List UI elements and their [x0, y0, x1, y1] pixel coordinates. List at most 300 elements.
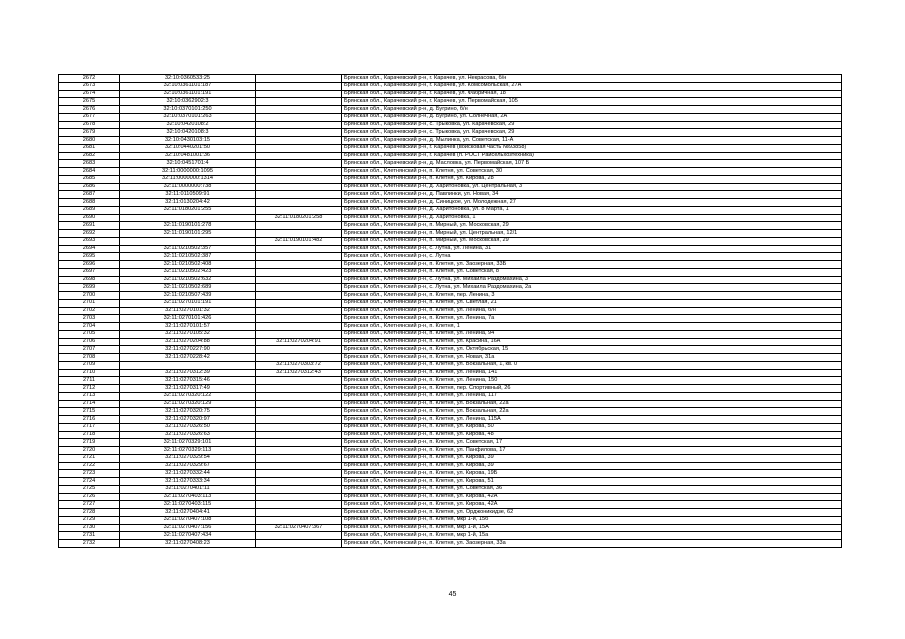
- cadastral-number-cell: 32:11:0270105:32: [120, 330, 256, 338]
- building-cadastral-cell: [256, 144, 342, 152]
- table-row: [59, 276, 842, 284]
- address-cell: Брянская обл., Клетнянский р-н, п. Клетня, мкр 1-й, 15А: [342, 524, 842, 532]
- building-cadastral-cell: [256, 253, 342, 261]
- address-cell: Брянская обл., Карачевский р-н, д. Бугрино, б/н: [342, 106, 842, 114]
- table-row: [59, 485, 842, 493]
- table-row: [59, 462, 842, 470]
- address-cell: Брянская обл., Карачевский р-н, г. Карачев (войсковая часть №93858): [342, 144, 842, 152]
- address-cell: Брянская обл., Клетнянский р-н, п. Клетня, ул. Вокзальная, 22а: [342, 408, 842, 416]
- cadastral-number-cell: 32:10:0361101:191: [120, 90, 256, 98]
- row-number-cell: 2709: [59, 361, 120, 369]
- table-row: [59, 385, 842, 393]
- cadastral-number-cell: [120, 237, 256, 245]
- row-number-cell: 2682: [59, 152, 120, 160]
- address-cell: Брянская обл., Клетнянский р-н, п. Клетня, ул. Советская, 17: [342, 439, 842, 447]
- cadastral-number-cell: 32:11:0210502:408: [120, 261, 256, 269]
- cadastral-number-cell: 32:11:0270329:54: [120, 454, 256, 462]
- table-row: [59, 470, 842, 478]
- row-number-cell: 2717: [59, 423, 120, 431]
- address-cell: Брянская обл., Клетнянский р-н, п. Клетня, ул. Кирова, 39: [342, 454, 842, 462]
- row-number-cell: 2716: [59, 416, 120, 424]
- address-cell: Брянская обл., Клетнянский р-н, п. Клетня, ул. Ленина, 7а: [342, 315, 842, 323]
- cadastral-number-cell: 32:11:0210502:357: [120, 245, 256, 253]
- table-row: [59, 323, 842, 331]
- table-row: [59, 346, 842, 354]
- row-number-cell: 2681: [59, 144, 120, 152]
- building-cadastral-cell: [256, 292, 342, 300]
- table-row: [59, 454, 842, 462]
- building-cadastral-cell: [256, 175, 342, 183]
- table-row: [59, 439, 842, 447]
- building-cadastral-cell: 32:11:0270303:72: [256, 361, 342, 369]
- building-cadastral-cell: [256, 509, 342, 517]
- row-number-cell: 2726: [59, 493, 120, 501]
- row-number-cell: 2684: [59, 168, 120, 176]
- address-cell: Брянская обл., Карачевский р-н, с. Трыковка, ул. Карачевская, 29: [342, 129, 842, 137]
- address-cell: Брянская обл., Клетнянский р-н, п. Клетня, ул. Кирова, 51: [342, 478, 842, 486]
- cadastral-number-cell: 32:11:0270320:97: [120, 416, 256, 424]
- table-row: [59, 431, 842, 439]
- row-number-cell: 2695: [59, 253, 120, 261]
- address-cell: Брянская обл., Клетнянский р-н, п. Клетня, ул. Кирова, 48: [342, 431, 842, 439]
- address-cell: Брянская обл., Клетнянский р-н, п. Мирный, ул. Центральная, 12/1: [342, 230, 842, 238]
- address-cell: Брянская обл., Клетнянский р-н, д. Павлинки, ул. Новая, 34: [342, 191, 842, 199]
- cadastral-number-cell: 32:10:0420108:2: [120, 121, 256, 129]
- cadastral-number-cell: 32:11:0190101:295: [120, 230, 256, 238]
- table-body: [59, 75, 842, 548]
- address-cell: Брянская обл., Карачевский р-н, г. Карачев, ул. Первомайская, 105: [342, 98, 842, 106]
- building-cadastral-cell: [256, 431, 342, 439]
- cadastral-number-cell: 32:10:0361101:187: [120, 82, 256, 90]
- address-cell: Брянская обл., Клетнянский р-н, д. Харитоновка, ул. 8 Марта, 1: [342, 206, 842, 214]
- building-cadastral-cell: 32:11:0190101:482: [256, 237, 342, 245]
- row-number-cell: 2706: [59, 338, 120, 346]
- cadastral-number-cell: 32:11:0270329:101: [120, 439, 256, 447]
- cadastral-number-cell: [120, 361, 256, 369]
- row-number-cell: 2721: [59, 454, 120, 462]
- cadastral-number-cell: 32:11:0180201:255: [120, 206, 256, 214]
- building-cadastral-cell: [256, 268, 342, 276]
- cadastral-number-cell: 32:11:0270101:32: [120, 307, 256, 315]
- table-row: [59, 206, 842, 214]
- building-cadastral-cell: [256, 516, 342, 524]
- cadastral-number-cell: 32:11:0270329:113: [120, 447, 256, 455]
- table-row: [59, 230, 842, 238]
- address-cell: Брянская обл., Клетнянский р-н, п. Клетня, пер. Спортивный, 26: [342, 385, 842, 393]
- table-row: [59, 253, 842, 261]
- page-number: 45: [448, 591, 457, 598]
- cadastral-number-cell: 32:11:0210502:387: [120, 253, 256, 261]
- cadastral-number-cell: 32:11:0000000:738: [120, 183, 256, 191]
- row-number-cell: 2713: [59, 392, 120, 400]
- table-row: [59, 408, 842, 416]
- building-cadastral-cell: [256, 346, 342, 354]
- table-row: [59, 214, 842, 222]
- row-number-cell: 2710: [59, 369, 120, 377]
- address-cell: Брянская обл., Карачевский р-н, д. Мылинка, ул. Советская, 11-А: [342, 137, 842, 145]
- table-row: [59, 129, 842, 137]
- address-cell: Брянская обл., Клетнянский р-н, п. Клетня, ул. Кирова, 42А: [342, 493, 842, 501]
- table-row: [59, 338, 842, 346]
- address-cell: Брянская обл., Клетнянский р-н, п. Клетня, ул. Вокзальная, 1, кв. 0: [342, 361, 842, 369]
- cadastral-number-cell: 32:11:0270320:75: [120, 408, 256, 416]
- row-number-cell: 2673: [59, 82, 120, 90]
- building-cadastral-cell: [256, 454, 342, 462]
- address-cell: Брянская обл., Карачевский р-н, г. Карачев, ул. Некрасова, б/н: [342, 75, 842, 83]
- building-cadastral-cell: [256, 354, 342, 362]
- address-cell: Брянская обл., Карачевский р-н, с. Трыковка, ул. Карачевская, 29: [342, 121, 842, 129]
- building-cadastral-cell: [256, 168, 342, 176]
- row-number-cell: 2702: [59, 307, 120, 315]
- table-row: [59, 493, 842, 501]
- address-cell: Брянская обл., Карачевский р-н, г. Карачев, ул. Фабричная, 18: [342, 90, 842, 98]
- address-cell: Брянская обл., Клетнянский р-н, п. Клетня, ул. Советская, 30: [342, 168, 842, 176]
- address-cell: Брянская обл., Клетнянский р-н, п. Клетня, мкр 1-й, 15а: [342, 532, 842, 540]
- row-number-cell: 2720: [59, 447, 120, 455]
- table-row: [59, 245, 842, 253]
- row-number-cell: 2674: [59, 90, 120, 98]
- cadastral-number-cell: 32:11:0270326:50: [120, 423, 256, 431]
- row-number-cell: 2690: [59, 214, 120, 222]
- address-cell: Брянская обл., Клетнянский р-н, п. Мирный, ул. Московская, 29: [342, 237, 842, 245]
- row-number-cell: 2729: [59, 516, 120, 524]
- cadastral-number-cell: 32:11:0210502:632: [120, 276, 256, 284]
- building-cadastral-cell: [256, 206, 342, 214]
- address-cell: Брянская обл., Клетнянский р-н, п. Клетня, ул. Орджоникидзе, 62: [342, 509, 842, 517]
- address-cell: Брянская обл., Карачевский р-н, д. Масловка, ул. Первомайская, 107 Б: [342, 160, 842, 168]
- cadastral-number-cell: 32:10:0481001:36: [120, 152, 256, 160]
- cadastral-number-cell: 32:11:0000000:1095: [120, 168, 256, 176]
- row-number-cell: 2703: [59, 315, 120, 323]
- cadastral-number-cell: [120, 214, 256, 222]
- cadastral-number-cell: 32:11:0270101:426: [120, 315, 256, 323]
- row-number-cell: 2719: [59, 439, 120, 447]
- address-cell: Брянская обл., Клетнянский р-н, п. Клетня, ул. Советская, 36: [342, 485, 842, 493]
- row-number-cell: 2694: [59, 245, 120, 253]
- row-number-cell: 2718: [59, 431, 120, 439]
- cadastral-number-cell: 32:10:0440201:50: [120, 144, 256, 152]
- row-number-cell: 2683: [59, 160, 120, 168]
- address-cell: Брянская обл., Клетнянский р-н, д. Синицкое, ул. Молодежная, 27: [342, 199, 842, 207]
- building-cadastral-cell: [256, 416, 342, 424]
- address-cell: Брянская обл., Клетнянский р-н, п. Клетня, ул. Светлая, 21: [342, 299, 842, 307]
- address-cell: Брянская обл., Клетнянский р-н, п. Клетня, ул. Октябрьская, 15: [342, 346, 842, 354]
- row-number-cell: 2725: [59, 485, 120, 493]
- address-cell: Брянская обл., Клетнянский р-н, п. Клетня, ул. Ленина, б/н: [342, 307, 842, 315]
- row-number-cell: 2731: [59, 532, 120, 540]
- table-row: [59, 315, 842, 323]
- building-cadastral-cell: [256, 299, 342, 307]
- table-row: [59, 330, 842, 338]
- building-cadastral-cell: [256, 183, 342, 191]
- cadastral-number-cell: 32:10:0362902:3: [120, 98, 256, 106]
- table-row: [59, 516, 842, 524]
- building-cadastral-cell: [256, 82, 342, 90]
- building-cadastral-cell: [256, 160, 342, 168]
- address-cell: Брянская обл., Клетнянский р-н, с. Лутна: [342, 253, 842, 261]
- table-row: [59, 168, 842, 176]
- row-number-cell: 2708: [59, 354, 120, 362]
- building-cadastral-cell: [256, 121, 342, 129]
- address-cell: Брянская обл., Клетнянский р-н, п. Клетня, ул. Ленина, 150: [342, 377, 842, 385]
- building-cadastral-cell: [256, 330, 342, 338]
- cadastral-number-cell: 32:11:0270401:11: [120, 485, 256, 493]
- row-number-cell: 2693: [59, 237, 120, 245]
- row-number-cell: 2730: [59, 524, 120, 532]
- row-number-cell: 2727: [59, 501, 120, 509]
- table-row: [59, 152, 842, 160]
- cadastral-number-cell: 32:11:0270204:88: [120, 338, 256, 346]
- building-cadastral-cell: [256, 323, 342, 331]
- building-cadastral-cell: [256, 423, 342, 431]
- table-row: [59, 540, 842, 548]
- cadastral-number-cell: 32:11:0270329:67: [120, 462, 256, 470]
- table-row: [59, 82, 842, 90]
- row-number-cell: 2724: [59, 478, 120, 486]
- cadastral-number-cell: 32:11:0270101:191: [120, 299, 256, 307]
- table-row: [59, 524, 842, 532]
- table-row: [59, 501, 842, 509]
- table-row: [59, 191, 842, 199]
- address-cell: Брянская обл., Клетнянский р-н, п. Клетня, ул. Новая, 31а: [342, 354, 842, 362]
- row-number-cell: 2697: [59, 268, 120, 276]
- row-number-cell: 2704: [59, 323, 120, 331]
- address-cell: Брянская обл., Клетнянский р-н, п. Клетня, ул. Заозерная, 33а: [342, 540, 842, 548]
- building-cadastral-cell: [256, 106, 342, 114]
- table-row: [59, 478, 842, 486]
- building-cadastral-cell: [256, 129, 342, 137]
- building-cadastral-cell: [256, 222, 342, 230]
- row-number-cell: 2699: [59, 284, 120, 292]
- table-row: [59, 199, 842, 207]
- table-row: [59, 183, 842, 191]
- cadastral-number-cell: 32:11:0270101:57: [120, 323, 256, 331]
- row-number-cell: 2680: [59, 137, 120, 145]
- cadastral-number-cell: 32:11:0270407:108: [120, 516, 256, 524]
- table-row: [59, 137, 842, 145]
- building-cadastral-cell: [256, 230, 342, 238]
- cadastral-number-cell: 32:10:0430103:15: [120, 137, 256, 145]
- building-cadastral-cell: 32:11:0270312:43: [256, 369, 342, 377]
- table-row: [59, 532, 842, 540]
- cadastral-number-cell: 32:11:0270332:44: [120, 470, 256, 478]
- table-row: [59, 113, 842, 121]
- address-cell: Брянская обл., Клетнянский р-н, п. Клетня, пер. Ленина, 3: [342, 292, 842, 300]
- table-row: [59, 361, 842, 369]
- row-number-cell: 2692: [59, 230, 120, 238]
- building-cadastral-cell: 32:11:0270204:91: [256, 338, 342, 346]
- table-row: [59, 90, 842, 98]
- table-row: [59, 121, 842, 129]
- row-number-cell: 2689: [59, 206, 120, 214]
- cadastral-number-cell: 32:11:0270408:23: [120, 540, 256, 548]
- address-cell: Брянская обл., Клетнянский р-н, с. Лутна, ул. Ленина, 31: [342, 245, 842, 253]
- table-row: [59, 292, 842, 300]
- building-cadastral-cell: [256, 199, 342, 207]
- address-cell: Брянская обл., Клетнянский р-н, п. Клетня, ул. Кирова, 28: [342, 175, 842, 183]
- row-number-cell: 2677: [59, 113, 120, 121]
- cadastral-number-cell: 32:11:0210507:439: [120, 292, 256, 300]
- building-cadastral-cell: [256, 245, 342, 253]
- building-cadastral-cell: [256, 137, 342, 145]
- cadastral-number-cell: 32:11:0270404:41: [120, 509, 256, 517]
- row-number-cell: 2723: [59, 470, 120, 478]
- cadastral-number-cell: 32:10:0451701:4: [120, 160, 256, 168]
- cadastral-number-cell: 32:11:0270315:46: [120, 377, 256, 385]
- cadastral-number-cell: 32:11:0270407:156: [120, 524, 256, 532]
- building-cadastral-cell: [256, 152, 342, 160]
- building-cadastral-cell: [256, 439, 342, 447]
- cadastral-number-cell: 32:11:0210502:689: [120, 284, 256, 292]
- cadastral-number-cell: 32:10:0420108:3: [120, 129, 256, 137]
- address-cell: Брянская обл., Клетнянский р-н, с. Лутна, ул. Михаила Раздомахина, 2а: [342, 284, 842, 292]
- table-row: [59, 447, 842, 455]
- cadastral-number-cell: 32:11:0270407:434: [120, 532, 256, 540]
- address-cell: Брянская обл., Клетнянский р-н, п. Клетня, 1: [342, 323, 842, 331]
- table-row: [59, 106, 842, 114]
- address-cell: Брянская обл., Клетнянский р-н, п. Клетня, ул. Советская, 8: [342, 268, 842, 276]
- row-number-cell: 2722: [59, 462, 120, 470]
- cadastral-number-cell: 32:11:0270317:49: [120, 385, 256, 393]
- address-cell: Брянская обл., Клетнянский р-н, п. Клетня, ул. Красина, 16А: [342, 338, 842, 346]
- building-cadastral-cell: [256, 501, 342, 509]
- cadastral-number-cell: 32:11:0270333:34: [120, 478, 256, 486]
- row-number-cell: 2732: [59, 540, 120, 548]
- row-number-cell: 2714: [59, 400, 120, 408]
- table-row: [59, 354, 842, 362]
- building-cadastral-cell: [256, 392, 342, 400]
- building-cadastral-cell: [256, 470, 342, 478]
- cadastral-number-cell: 32:10:0360533:25: [120, 75, 256, 83]
- address-cell: Брянская обл., Клетнянский р-н, с. Лутна, ул. Михаила Раздомахина, 3: [342, 276, 842, 284]
- address-cell: Брянская обл., Клетнянский р-н, п. Клетня, ул. Кирова, 19Б: [342, 470, 842, 478]
- address-cell: Брянская обл., Клетнянский р-н, п. Мирный, ул. Московская, 29: [342, 222, 842, 230]
- building-cadastral-cell: [256, 532, 342, 540]
- table-row: [59, 423, 842, 431]
- table-row: [59, 284, 842, 292]
- row-number-cell: 2701: [59, 299, 120, 307]
- address-cell: Брянская обл., Клетнянский р-н, п. Клетня, мкр 1-й, 15б: [342, 516, 842, 524]
- building-cadastral-cell: [256, 478, 342, 486]
- address-cell: Брянская обл., Клетнянский р-н, п. Клетня, ул. Ленина, 94: [342, 330, 842, 338]
- address-cell: Брянская обл., Клетнянский р-н, п. Клетня, ул. Ленина, 117: [342, 392, 842, 400]
- table-row: [59, 175, 842, 183]
- address-cell: Брянская обл., Карачевский р-н, г. Карачев, ул. Комсомольская, 27А: [342, 82, 842, 90]
- building-cadastral-cell: [256, 98, 342, 106]
- address-cell: Брянская обл., Клетнянский р-н, п. Клетня, ул. Заозерная, 33Б: [342, 261, 842, 269]
- building-cadastral-cell: [256, 377, 342, 385]
- cadastral-number-cell: 32:11:0270320:122: [120, 392, 256, 400]
- building-cadastral-cell: [256, 462, 342, 470]
- building-cadastral-cell: [256, 276, 342, 284]
- building-cadastral-cell: [256, 315, 342, 323]
- building-cadastral-cell: [256, 261, 342, 269]
- building-cadastral-cell: [256, 385, 342, 393]
- address-cell: Брянская обл., Клетнянский р-н, д. Харитоновка, 1: [342, 214, 842, 222]
- cadastral-number-cell: 32:11:0270228:42: [120, 354, 256, 362]
- table-row: [59, 392, 842, 400]
- address-cell: Брянская обл., Клетнянский р-н, п. Клетня, ул. Кирова, 39: [342, 462, 842, 470]
- building-cadastral-cell: [256, 447, 342, 455]
- row-number-cell: 2698: [59, 276, 120, 284]
- table-row: [59, 416, 842, 424]
- table-row: [59, 369, 842, 377]
- building-cadastral-cell: [256, 113, 342, 121]
- table-row: [59, 377, 842, 385]
- row-number-cell: 2712: [59, 385, 120, 393]
- building-cadastral-cell: [256, 90, 342, 98]
- property-table: [58, 74, 842, 548]
- table-row: [59, 307, 842, 315]
- table-row: [59, 98, 842, 106]
- cadastral-number-cell: 32:11:0000000:1314: [120, 175, 256, 183]
- cadastral-number-cell: 32:10:0370101:263: [120, 113, 256, 121]
- address-cell: Брянская обл., Карачевский р-н, д. Бугрино, ул. Солнечная, 2А: [342, 113, 842, 121]
- cadastral-number-cell: 32:11:0270326:63: [120, 431, 256, 439]
- row-number-cell: 2688: [59, 199, 120, 207]
- row-number-cell: 2676: [59, 106, 120, 114]
- cadastral-number-cell: 32:11:0270403:115: [120, 501, 256, 509]
- cadastral-number-cell: 32:11:0270320:129: [120, 400, 256, 408]
- building-cadastral-cell: 32:11:0180201:258: [256, 214, 342, 222]
- row-number-cell: 2700: [59, 292, 120, 300]
- address-cell: Брянская обл., Клетнянский р-н, п. Клетня, ул. Ленина, 115А: [342, 416, 842, 424]
- building-cadastral-cell: [256, 284, 342, 292]
- row-number-cell: 2711: [59, 377, 120, 385]
- row-number-cell: 2675: [59, 98, 120, 106]
- table-row: [59, 75, 842, 83]
- table-row: [59, 222, 842, 230]
- row-number-cell: 2679: [59, 129, 120, 137]
- row-number-cell: 2687: [59, 191, 120, 199]
- table-row: [59, 261, 842, 269]
- row-number-cell: 2696: [59, 261, 120, 269]
- building-cadastral-cell: 32:11:0270407:367: [256, 524, 342, 532]
- building-cadastral-cell: [256, 307, 342, 315]
- address-cell: Брянская обл., Клетнянский р-н, п. Клетня, ул. Вокзальная, 22а: [342, 400, 842, 408]
- building-cadastral-cell: [256, 493, 342, 501]
- building-cadastral-cell: [256, 75, 342, 83]
- address-cell: Брянская обл., Клетнянский р-н, д. Харитоновка, ул. Центральная, 3: [342, 183, 842, 191]
- cadastral-number-cell: 32:11:0270403:113: [120, 493, 256, 501]
- address-cell: Брянская обл., Клетнянский р-н, п. Клетня, ул. Ленина, 141: [342, 369, 842, 377]
- cadastral-number-cell: 32:11:0210502:423: [120, 268, 256, 276]
- cadastral-number-cell: 32:11:0130204:42: [120, 199, 256, 207]
- cadastral-number-cell: 32:11:0110509:91: [120, 191, 256, 199]
- cadastral-number-cell: 32:10:0370101:250: [120, 106, 256, 114]
- table-row: [59, 509, 842, 517]
- row-number-cell: 2686: [59, 183, 120, 191]
- row-number-cell: 2705: [59, 330, 120, 338]
- address-cell: Брянская обл., Клетнянский р-н, п. Клетня, ул. Панфилова, 17: [342, 447, 842, 455]
- building-cadastral-cell: [256, 191, 342, 199]
- table-row: [59, 400, 842, 408]
- cadastral-number-cell: 32:11:0270227:90: [120, 346, 256, 354]
- address-cell: Брянская обл., Клетнянский р-н, п. Клетня, ул. Кирова, 42А: [342, 501, 842, 509]
- table-row: [59, 144, 842, 152]
- table-row: [59, 237, 842, 245]
- row-number-cell: 2707: [59, 346, 120, 354]
- building-cadastral-cell: [256, 485, 342, 493]
- building-cadastral-cell: [256, 408, 342, 416]
- address-cell: Брянская обл., Клетнянский р-н, п. Клетня, ул. Кирова, 50: [342, 423, 842, 431]
- table-row: [59, 299, 842, 307]
- building-cadastral-cell: [256, 400, 342, 408]
- building-cadastral-cell: [256, 540, 342, 548]
- row-number-cell: 2678: [59, 121, 120, 129]
- cadastral-number-cell: 32:11:0190101:278: [120, 222, 256, 230]
- table-row: [59, 160, 842, 168]
